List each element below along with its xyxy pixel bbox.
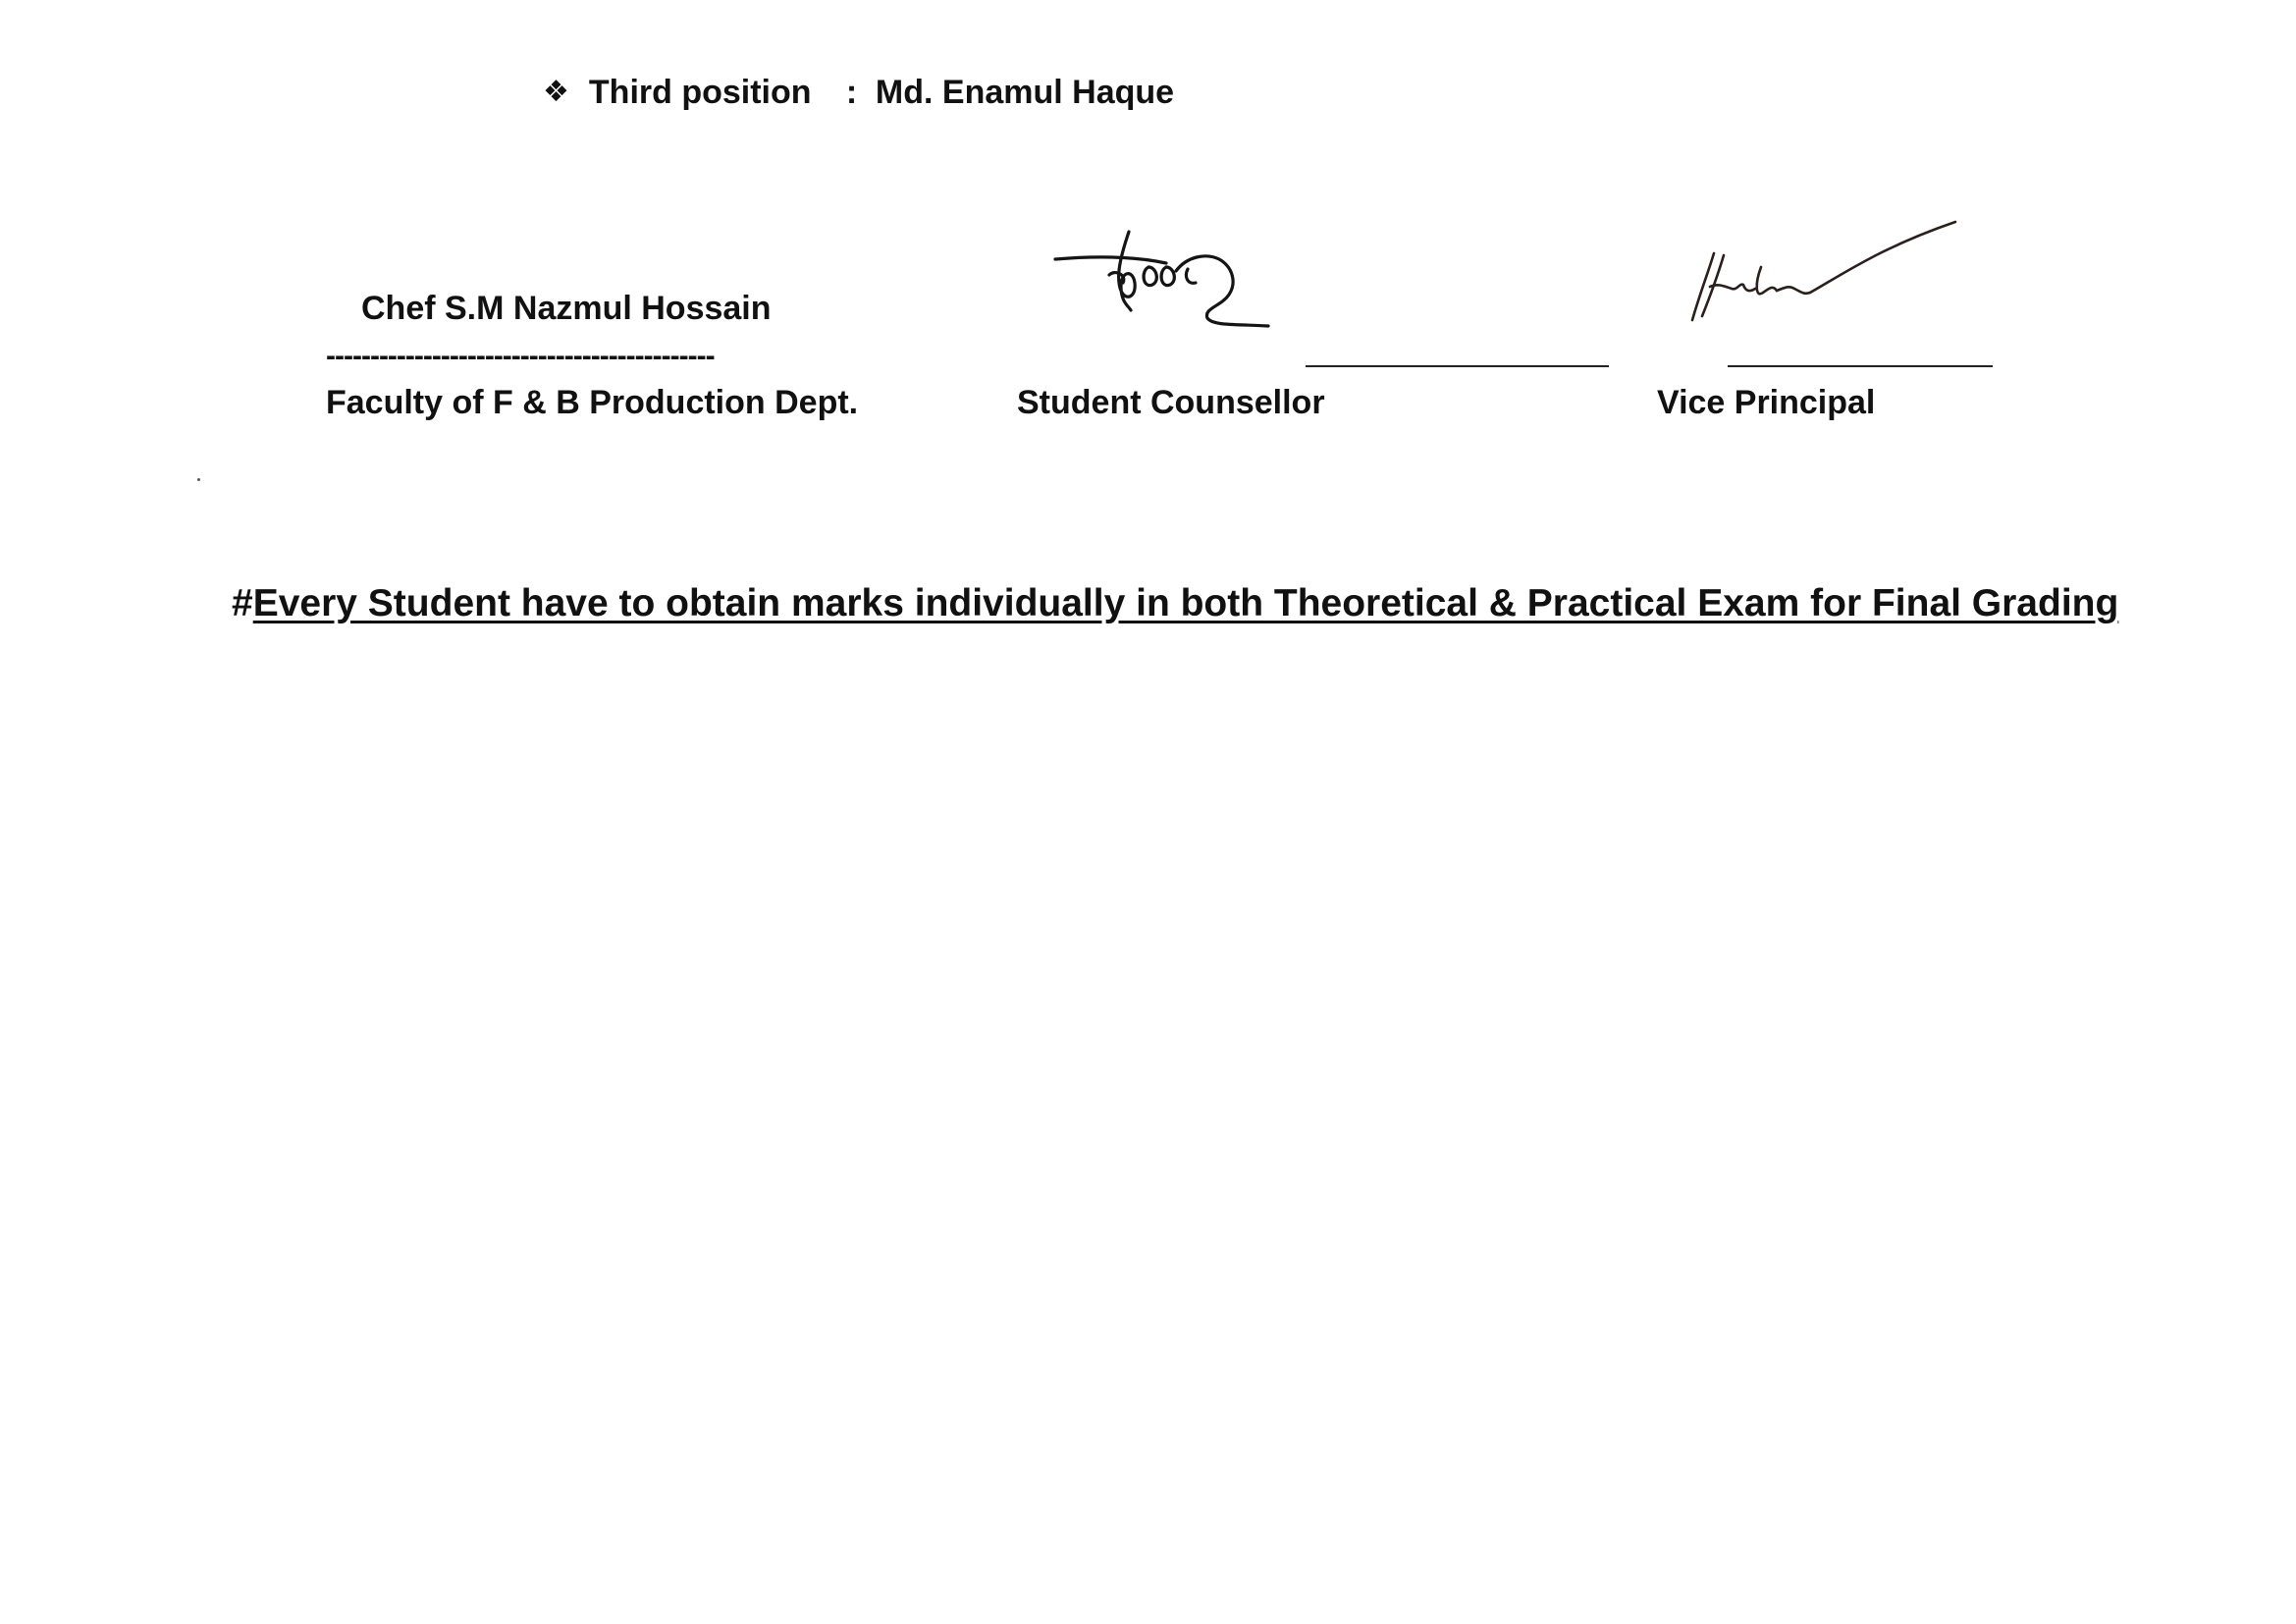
counsellor-signature xyxy=(1050,224,1286,334)
position-separator: : xyxy=(845,74,858,111)
vice-principal-signature-line xyxy=(1728,365,1993,367)
position-label: Third position xyxy=(588,74,812,111)
diamond-bullet-icon: ❖ xyxy=(543,76,569,108)
faculty-title: Faculty of F & B Production Dept. xyxy=(326,384,859,421)
final-grading-note xyxy=(232,581,2118,626)
note-prefix: # xyxy=(232,582,253,624)
faculty-name: Chef S.M Nazmul Hossain xyxy=(361,290,772,327)
vice-principal-signature xyxy=(1684,218,1961,326)
third-position-row xyxy=(543,73,1174,112)
note-text: Every Student have to obtain marks individually in both Theoretical & Practical Exam for Final Grading xyxy=(252,582,2119,624)
position-name: Md. Enamul Haque xyxy=(875,74,1175,111)
vice-principal-title: Vice Principal xyxy=(1657,384,1876,421)
counsellor-title: Student Counsellor xyxy=(1017,384,1325,421)
counsellor-signature-line xyxy=(1306,365,1609,367)
faculty-dashed-line: -------------------------------------------- xyxy=(326,342,715,371)
stray-dot xyxy=(197,478,200,481)
